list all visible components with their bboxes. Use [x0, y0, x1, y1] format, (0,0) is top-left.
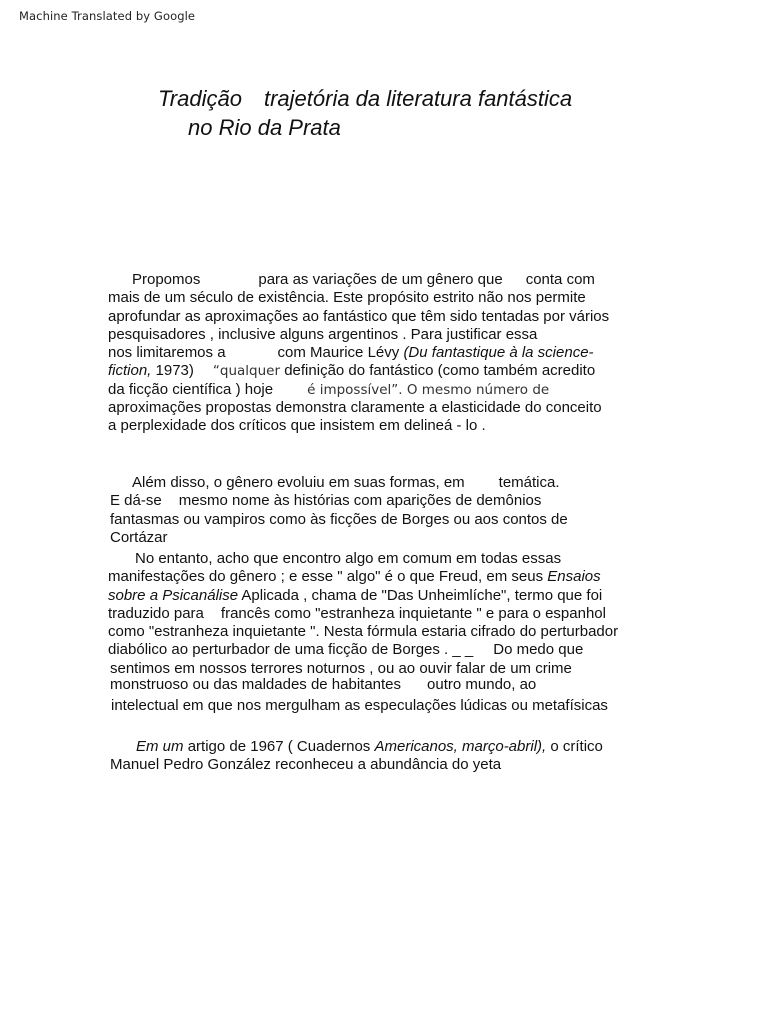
title-part-2: trajetória da literatura fantástica — [263, 86, 573, 111]
p1-line-6b: 1973) — [155, 362, 194, 380]
p3-line-2a: manifestações do gênero ; e esse " algo" é o que Freud, em seus — [108, 568, 544, 586]
machine-translation-note: Machine Translated by Google — [19, 9, 196, 23]
p2-line-1b: temática. — [498, 474, 560, 491]
p3-line-8a: monstruoso ou das maldades de habitantes — [110, 676, 402, 694]
p3-line-9: intelectual em que nos mergulham as especulações lúdicas ou metafísicas — [111, 697, 608, 715]
p1-line-9: a perplexidade dos críticos que insistem em delineá - lo . — [108, 417, 486, 435]
p1-line-1a: Propomos — [132, 271, 201, 288]
p1-line-7b: é impossível”. O mesmo número de — [307, 381, 550, 398]
title-line-2: no Rio da Prata — [188, 115, 341, 140]
p3-line-6b: Do medo que — [493, 641, 584, 659]
p3-line-4a: traduzido para — [108, 604, 204, 622]
p2-line-3: fantasmas ou vampiros como às ficções de Borges ou aos contos de — [110, 510, 568, 528]
p1-line-2: mais de um século de existência. Este propósito estrito não nos permite — [108, 289, 586, 307]
paragraph-1 — [108, 271, 609, 436]
p3-line-1: No entanto, acho que encontro algo em comum em todas essas — [135, 550, 562, 567]
p3-line-4b: francês como "estranheza inquietante " e para o espanhol — [220, 604, 606, 622]
p2-line-2a: E dá-se — [110, 492, 162, 510]
p1-line-4: pesquisadores , inclusive alguns argentinos . Para justificar essa — [108, 325, 538, 343]
p1-line-7a: da ficção científica ) hoje — [108, 380, 274, 398]
p4-line-1d: o crítico — [550, 738, 603, 755]
paragraph-2 — [108, 474, 568, 547]
p1-line-8: aproximações propostas demonstra claramente a elasticidade do conceito — [108, 399, 602, 417]
p2-line-1a: Além disso, o gênero evoluiu em suas formas, em — [132, 474, 465, 491]
p4-line-1a: Em um — [136, 738, 184, 755]
p3-line-8b: outro mundo, ao — [427, 676, 537, 694]
p3-line-2b: Ensaios — [547, 568, 601, 586]
p4-line-1c: Americanos, março-abril), — [374, 738, 547, 755]
p1-line-5a: nos limitaremos a — [108, 344, 226, 362]
p1-line-5c: (Du fantastique à la science- — [403, 344, 594, 362]
p4-line-1b: artigo de 1967 ( Cuadernos — [187, 738, 371, 755]
p3-line-6a: diabólico ao perturbador de uma ficção de Borges . _ _ — [108, 641, 474, 659]
p3-line-3b: Aplicada , chama de "Das Unheimlíche", termo que foi — [241, 586, 603, 604]
p3-line-3a: sobre a Psicanálise — [108, 586, 239, 604]
p1-line-3: aprofundar as aproximações ao fantástico que têm sido tentadas por vários — [108, 307, 610, 325]
p1-line-6a: fiction, — [108, 362, 152, 380]
p1-line-5b: com Maurice Lévy — [277, 344, 400, 362]
p2-line-2b: mesmo nome às histórias com aparições de demônios — [178, 492, 542, 510]
p1-line-1c: conta com — [525, 271, 595, 288]
p2-line-4: Cortázar — [110, 528, 168, 546]
title-part-1: Tradição — [158, 86, 242, 111]
page-title — [158, 84, 572, 142]
p1-line-6d: definição do fantástico (como também acredito — [284, 362, 596, 380]
p1-line-6c: “qualquer — [212, 363, 281, 380]
paragraph-3 — [108, 550, 618, 715]
p3-line-7: sentimos em nossos terrores noturnos , ou ao ouvir falar de um crime — [110, 659, 572, 677]
p3-line-5: como "estranheza inquietante ". Nesta fórmula estaria cifrado do perturbador — [108, 623, 619, 641]
paragraph-4 — [108, 738, 603, 775]
p1-line-1b: para as variações de um gênero que — [258, 271, 503, 288]
p4-line-2: Manuel Pedro González reconheceu a abundância do yeta — [110, 756, 502, 774]
